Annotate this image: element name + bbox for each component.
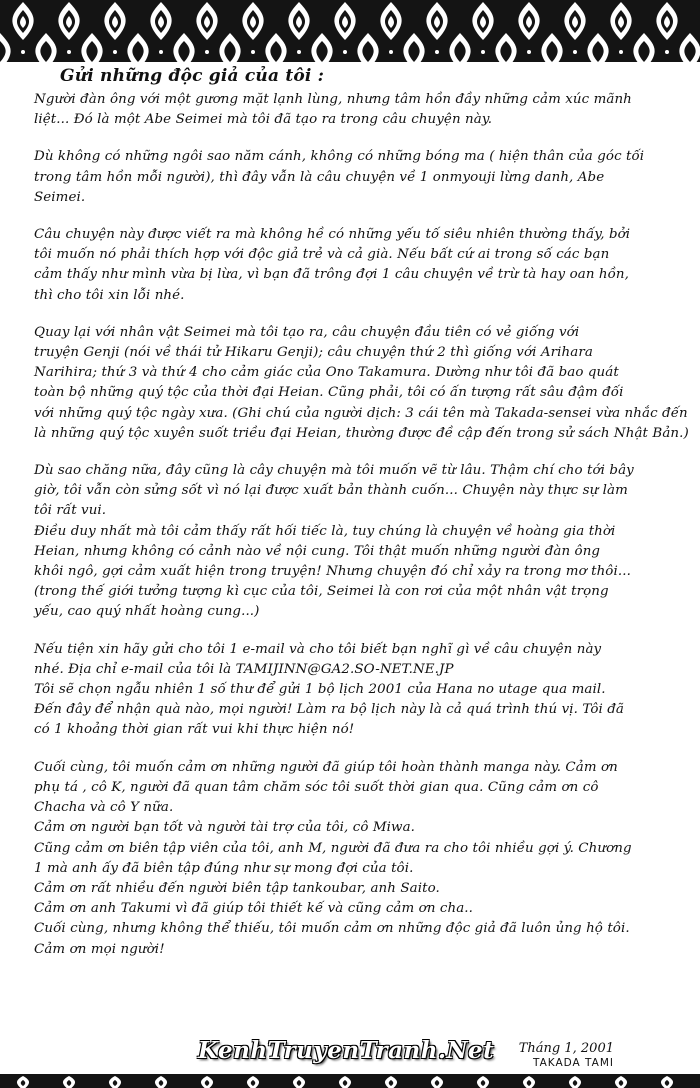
text-line: Cũng cảm ơn biên tập viên của tôi, anh M, người đã đưa ra cho tôi nhiều gợi ý. Chương xyxy=(34,840,632,856)
text-line: Câu chuyện này được viết ra mà không hề có những yếu tố siêu nhiên thường thấy, bởi xyxy=(34,227,631,243)
paragraph-heian-nobles xyxy=(34,323,689,444)
letter-heading: Gửi những độc giả của tôi : xyxy=(60,66,325,86)
text-line: Tôi sẽ chọn ngẫu nhiên 1 số thư để gửi 1 bộ lịch 2001 của Hana no utage qua mail. xyxy=(34,682,606,698)
signature xyxy=(519,1042,614,1070)
decorative-pattern-border-bottom xyxy=(0,1074,700,1088)
text-line: trong tâm hồn mỗi người), thì đây vẫn là câu chuyện về 1 onmyouji lừng danh, Abe xyxy=(34,169,605,185)
text-line: Dù sao chăng nữa, đây cũng là cây chuyện mà tôi muốn vẽ từ lâu. Thậm chí cho tới bây xyxy=(34,463,634,479)
site-watermark: KenhTruyenTranh.Net xyxy=(198,1037,495,1064)
text-line: giờ, tôi vẫn còn sửng sốt vì nó lại được xuất bản thành cuốn... Chuyện này thực sự làm xyxy=(34,483,628,499)
paragraph-email xyxy=(34,640,668,741)
text-line: với những quý tộc ngày xưa. (Ghi chú của người dịch: 3 cái tên mà Takada-sensei vừa nhắc đến xyxy=(34,405,688,421)
text-line: phụ tá , cô K, người đã quan tâm chăm sóc tôi suốt thời gian qua. Cũng cảm ơn cô xyxy=(34,779,599,795)
text-line: truyện Genji (nói về thái tử Hikaru Genji); câu chuyện thứ 2 thì giống với Arihara xyxy=(34,345,593,361)
text-line: liệt... Đó là một Abe Seimei mà tôi đã tạo ra trong câu chuyện này. xyxy=(34,112,493,128)
paragraph-no-supernatural xyxy=(34,147,668,208)
paragraph-apology xyxy=(34,225,668,306)
text-line: Cuối cùng, nhưng không thể thiếu, tôi muốn cảm ơn những độc giả đã luôn ủng hộ tôi. xyxy=(34,921,630,937)
text-line: khôi ngô, gợi cảm xuất hiện trong truyện! Nhưng chuyện đó chỉ xảy ra trong mơ thôi... xyxy=(34,564,631,580)
paragraph-regret xyxy=(34,461,668,623)
letter-body xyxy=(34,66,689,1056)
text-line: (trong thế giới tưởng tượng kì cục của tôi, Seimei là con rơi của một nhân vật trọng xyxy=(34,584,609,600)
text-line: cảm thấy như mình vừa bị lừa, vì bạn đã trông đợi 1 câu chuyện về trừ tà hay oan hồn, xyxy=(34,267,630,283)
text-line: Dù không có những ngôi sao năm cánh, không có những bóng ma ( hiện thân của góc tối xyxy=(34,149,645,165)
text-line: có 1 khoảng thời gian rất vui khi thực hiện nó! xyxy=(34,722,355,738)
text-line: Seimei. xyxy=(34,189,86,205)
signature-name: TAKADA TAMI xyxy=(532,1057,614,1069)
text-line: Cảm ơn mọi người! xyxy=(34,941,165,957)
text-line: Cuối cùng, tôi muốn cảm ơn những người đã giúp tôi hoàn thành manga này. Cảm ơn xyxy=(34,759,618,775)
signature-date: Tháng 1, 2001 xyxy=(518,1041,614,1056)
text-line: Cảm ơn anh Takumi vì đã giúp tôi thiết kế và cũng cảm ơn cha.. xyxy=(34,901,474,917)
text-line: toàn bộ những quý tộc của thời đại Heian. Cũng phải, tôi có ấn tượng rất sâu đậm đối xyxy=(34,385,624,401)
text-line: 1 mà anh ấy đã biên tập đúng như sự mong đợi của tôi. xyxy=(34,860,414,876)
decorative-pattern-border-top xyxy=(0,0,700,62)
text-line: nhé. Địa chỉ e-mail của tôi là TAMIJINN@GA2.SO-NET.NE.JP xyxy=(34,661,454,677)
text-line: Quay lại với nhân vật Seimei mà tôi tạo ra, câu chuyện đầu tiên có vẻ giống với xyxy=(34,324,580,340)
text-line: tôi muốn nó phải thích hợp với độc giả trẻ và cả già. Nếu bất cứ ai trong số các bạn xyxy=(34,247,610,263)
text-line: Cảm ơn rất nhiều đến người biên tập tankoubar, anh Saito. xyxy=(34,880,440,896)
text-line: Đến đây để nhận quà nào, mọi người! Làm ra bộ lịch này là cả quá trình thú vị. Tôi đã xyxy=(34,702,624,718)
text-line: Narihira; thứ 3 và thứ 4 cho cảm giác của Ono Takamura. Dường như tôi đã bao quát xyxy=(34,365,619,381)
text-line: tôi rất vui. xyxy=(34,503,107,519)
text-line: Nếu tiện xin hãy gửi cho tôi 1 e-mail và cho tôi biết bạn nghĩ gì về câu chuyện này xyxy=(34,641,602,657)
text-line: Cảm ơn người bạn tốt và người tài trợ của tôi, cô Miwa. xyxy=(34,820,416,836)
text-line: Chacha và cô Y nữa. xyxy=(34,800,174,816)
text-line: là những quý tộc xuyên suốt triều đại Heian, thường được đề cập đến trong sử sách Nhật Bản.) xyxy=(34,425,689,441)
text-line: Điều duy nhất mà tôi cảm thấy rất hối tiếc là, tuy chúng là chuyện về hoàng gia thời xyxy=(34,523,616,539)
text-line: Heian, nhưng không có cảnh nào về nội cung. Tôi thật muốn những người đàn ông xyxy=(34,543,601,559)
text-line: Người đàn ông với một gương mặt lạnh lùng, nhưng tâm hồn đầy những cảm xúc mãnh xyxy=(34,92,632,107)
paragraph-thanks xyxy=(34,758,668,960)
text-line: thì cho tôi xin lỗi nhé. xyxy=(34,287,185,303)
text-line: yếu, cao quý nhất hoàng cung...) xyxy=(34,604,260,620)
paragraph-intro xyxy=(34,90,668,130)
